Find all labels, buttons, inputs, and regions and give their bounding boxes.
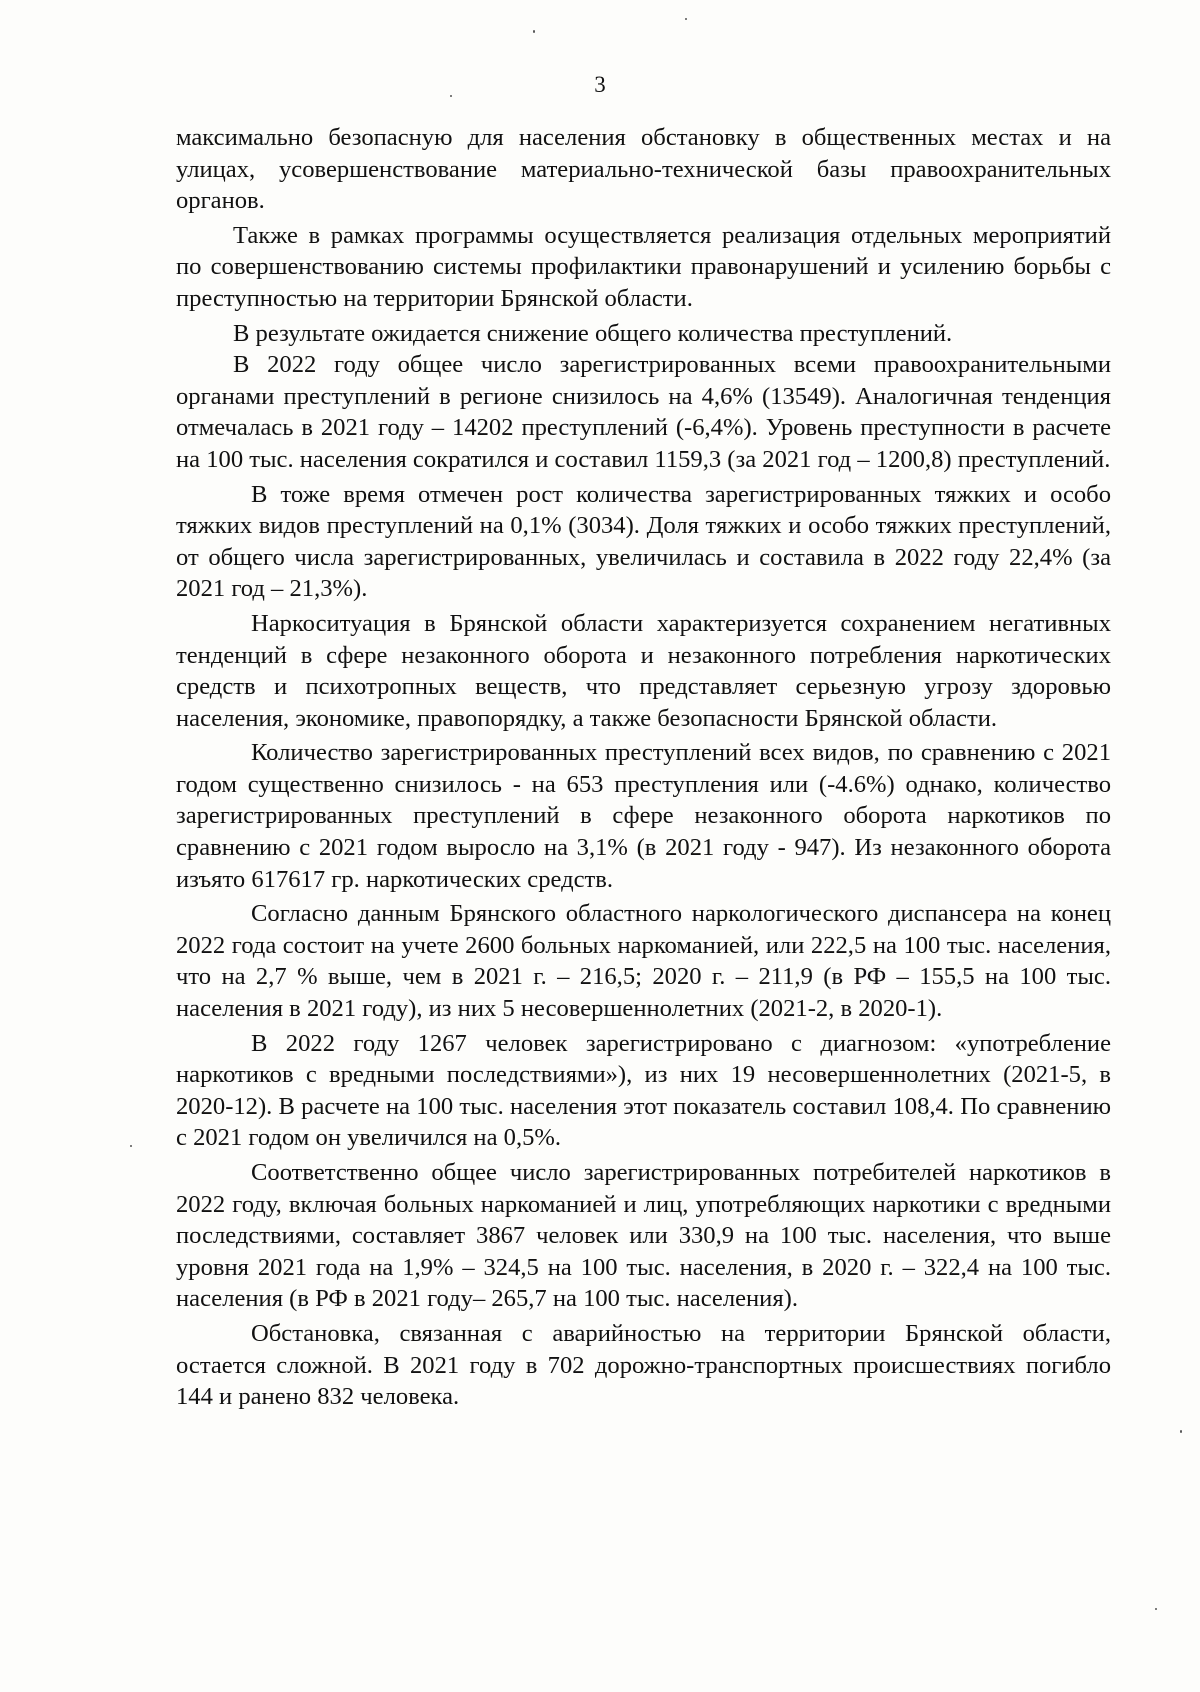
paragraph: В тоже время отмечен рост количества зарегистрированных тяжких и особо тяжких видов преступлений на 0,1% (3034). Доля тяжких и особо тяжких преступлений, от общего числа зарегистрированных, увеличилась и составила в 2022 году 22,4% (за 2021 год – 21,3%). [176,480,1111,603]
scan-speck [533,30,535,33]
paragraph: Количество зарегистрированных преступлений всех видов, по сравнению с 2021 годом существенно снизилось - на 653 преступления или (-4.6%) однако, количество зарегистрированных преступлений в сфере незаконного оборота наркотиков по сравнению с 2021 годом выросло на 3,1% (в 2021 году - 947). Из незаконного оборота изъято 617617 гр. наркотических средств. [176,739,1111,893]
page-number: 3 [594,72,606,97]
scan-speck [130,1145,132,1147]
paragraph: В результате ожидается снижение общего количества преступлений. [233,319,953,347]
paragraph: В 2022 году общее число зарегистрированных всеми правоохранительными органами преступлений в регионе снизилось на 4,6% (13549). Аналогичная тенденция отмечалась в 2021 году – 14202 преступлений (-6,4%). Уровень преступности в расчете на 100 тыс. населения сократился и составил 1159,3 (за 2021 год – 1200,8) преступлений. [176,351,1111,473]
scan-speck [685,18,687,20]
scan-speck [1155,1608,1157,1610]
paragraph: Наркоситуация в Брянской области характеризуется сохранением негативных тенденций в сфере незаконного оборота и незаконного потребления наркотических средств и психотропных веществ, что представляет серьезную угрозу здоровью населения, экономике, правопорядку, а также безопасности Брянской области. [176,609,1111,732]
scan-speck [1180,1430,1182,1433]
paragraph: максимально безопасную для населения обстановку в общественных местах и на улицах, усовершенствование материально-технической базы правоохранительных органов. [176,124,1111,215]
paragraph: Обстановка, связанная с аварийностью на территории Брянской области, остается сложной. В 2021 году в 702 дорожно-транспортных происшествиях погибло 144 и ранено 832 человека. [176,1319,1111,1411]
paragraph: Соответственно общее число зарегистрированных потребителей наркотиков в 2022 году, включая больных наркоманией и лиц, употребляющих наркотики с вредными последствиями, составляет 3867 человек или 330,9 на 100 тыс. населения, что выше уровня 2021 года на 1,9% – 324,5 на 100 тыс. населения, в 2020 г. – 322,4 на 100 тыс. населения (в РФ в 2021 году– 265,7 на 100 тыс. населения). [176,1159,1111,1313]
paragraph: В 2022 году 1267 человек зарегистрировано с диагнозом: «употребление наркотиков с вредными последствиями»), из них 19 несовершеннолетних (2021-5, в 2020-12). В расчете на 100 тыс. населения этот показатель составил 108,4. По сравнению с 2021 годом он увеличился на 0,5%. [176,1029,1111,1152]
document-body [176,122,1111,1413]
paragraph: Также в рамках программы осуществляется реализация отдельных мероприятий по совершенствованию системы профилактики правонарушений и усилению борьбы с преступностью на территории Брянской области. [176,221,1111,312]
paragraph: Согласно данным Брянского областного наркологического диспансера на конец 2022 года состоит на учете 2600 больных наркоманией, или 222,5 на 100 тыс. населения, что на 2,7 % выше, чем в 2021 г. – 216,5; 2020 г. – 211,9 (в РФ – 155,5 на 100 тыс. населения в 2021 году), из них 5 несовершеннолетних (2021-2, в 2020-1). [176,900,1111,1023]
